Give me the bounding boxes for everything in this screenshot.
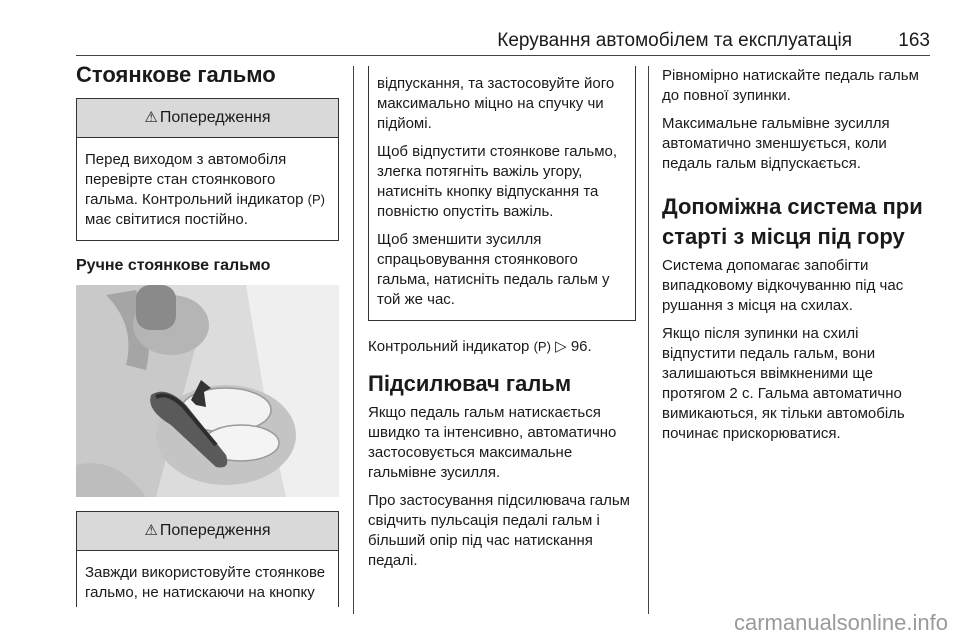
warning-text-part-a: Перед виходом з автомобіля перевірте стан стоянкового гальма. Контрольний індикатор [85,151,304,208]
hill-start-text-1: Система допомагає запобігти випадковому відкочуванню під час рушання з місця на схилах. [662,257,904,314]
page-number: 163 [898,30,930,51]
indicator-reference [368,337,636,357]
parking-brake-photo [76,285,339,497]
brake-booster-heading: Підсилювач гальм [368,371,572,396]
section-title-parking-brake: Стоянкове гальмо [76,62,276,87]
warning-box-2-continued [368,66,636,321]
column-1 [76,62,339,607]
column-divider-2 [648,66,649,614]
brake-booster-text-2: Про застосування підсилювача гальм свідчить пульсація педалі гальм і більший опір під час натискання педалі. [368,492,630,569]
watermark: carmanualsonline.info [733,610,948,635]
warning-box-1 [76,98,339,241]
column-2 [368,66,636,579]
brake-lamp-icon: (P) [533,339,551,354]
warning-label-2: Попередження [159,522,271,539]
brake-lamp-icon: (P) [307,192,325,207]
braking-text-1: Рівномірно натискайте педаль гальм до повної зупинки. [662,67,919,104]
warning-text-2: Завжди використовуйте стоянкове гальмо, не натискаючи на кнопку [85,564,326,601]
warning-box-2 [76,511,339,607]
warning-header-2 [77,512,338,551]
column-divider-1 [353,66,354,614]
parking-brake-illustration [76,285,339,497]
header-rule [76,55,930,56]
column-3 [662,66,934,452]
warning-label: Попередження [159,109,271,126]
manual-brake-heading: Ручне стоянкове гальмо [76,257,271,274]
warning-text-part-b: має світитися постійно. [85,211,248,228]
warning-continued-text-1: відпускання, та застосовуйте його максимально міцно на спучку чи підйомі. [377,75,615,132]
warning-continued-text-3: Щоб зменшити зусилля спрацьовування стоянкового гальма, натисніть педаль гальм у той же час. [377,231,610,308]
warning-text [77,138,338,240]
hill-start-heading: Допоміжна система при старті з місця під гору [662,194,923,249]
page-header [76,26,930,56]
page-ref-link[interactable]: 96. [570,338,592,355]
page-ref-arrow-icon: ▷ [555,338,567,355]
warning-triangle-icon: ⚠ [144,522,158,539]
warning-continued-text-2: Щоб відпустити стоянкове гальмо, злегка потягніть важіль угору, натисніть кнопку відпускання та повністю опустіть важіль. [377,143,618,220]
braking-text-2: Максимальне гальмівне зусилля автоматично зменшується, коли педаль гальм відпускається. [662,115,890,172]
hill-start-text-2: Якщо після зупинки на схилі відпустити педаль гальм, вони залишаються ввімкненими ще протягом 2 с. Гальма автоматично вимикаються, як тільки автомобіль починає прискорюватися. [662,325,905,442]
chapter-title: Керування автомобілем та експлуатація [497,30,852,51]
indicator-label: Контрольний індикатор [368,338,530,355]
brake-booster-text-1: Якщо педаль гальм натискається швидко та інтенсивно, автоматично застосовується максимальне гальмівне зусилля. [368,404,617,481]
warning-header [77,99,338,138]
warning-triangle-icon: ⚠ [144,109,158,126]
